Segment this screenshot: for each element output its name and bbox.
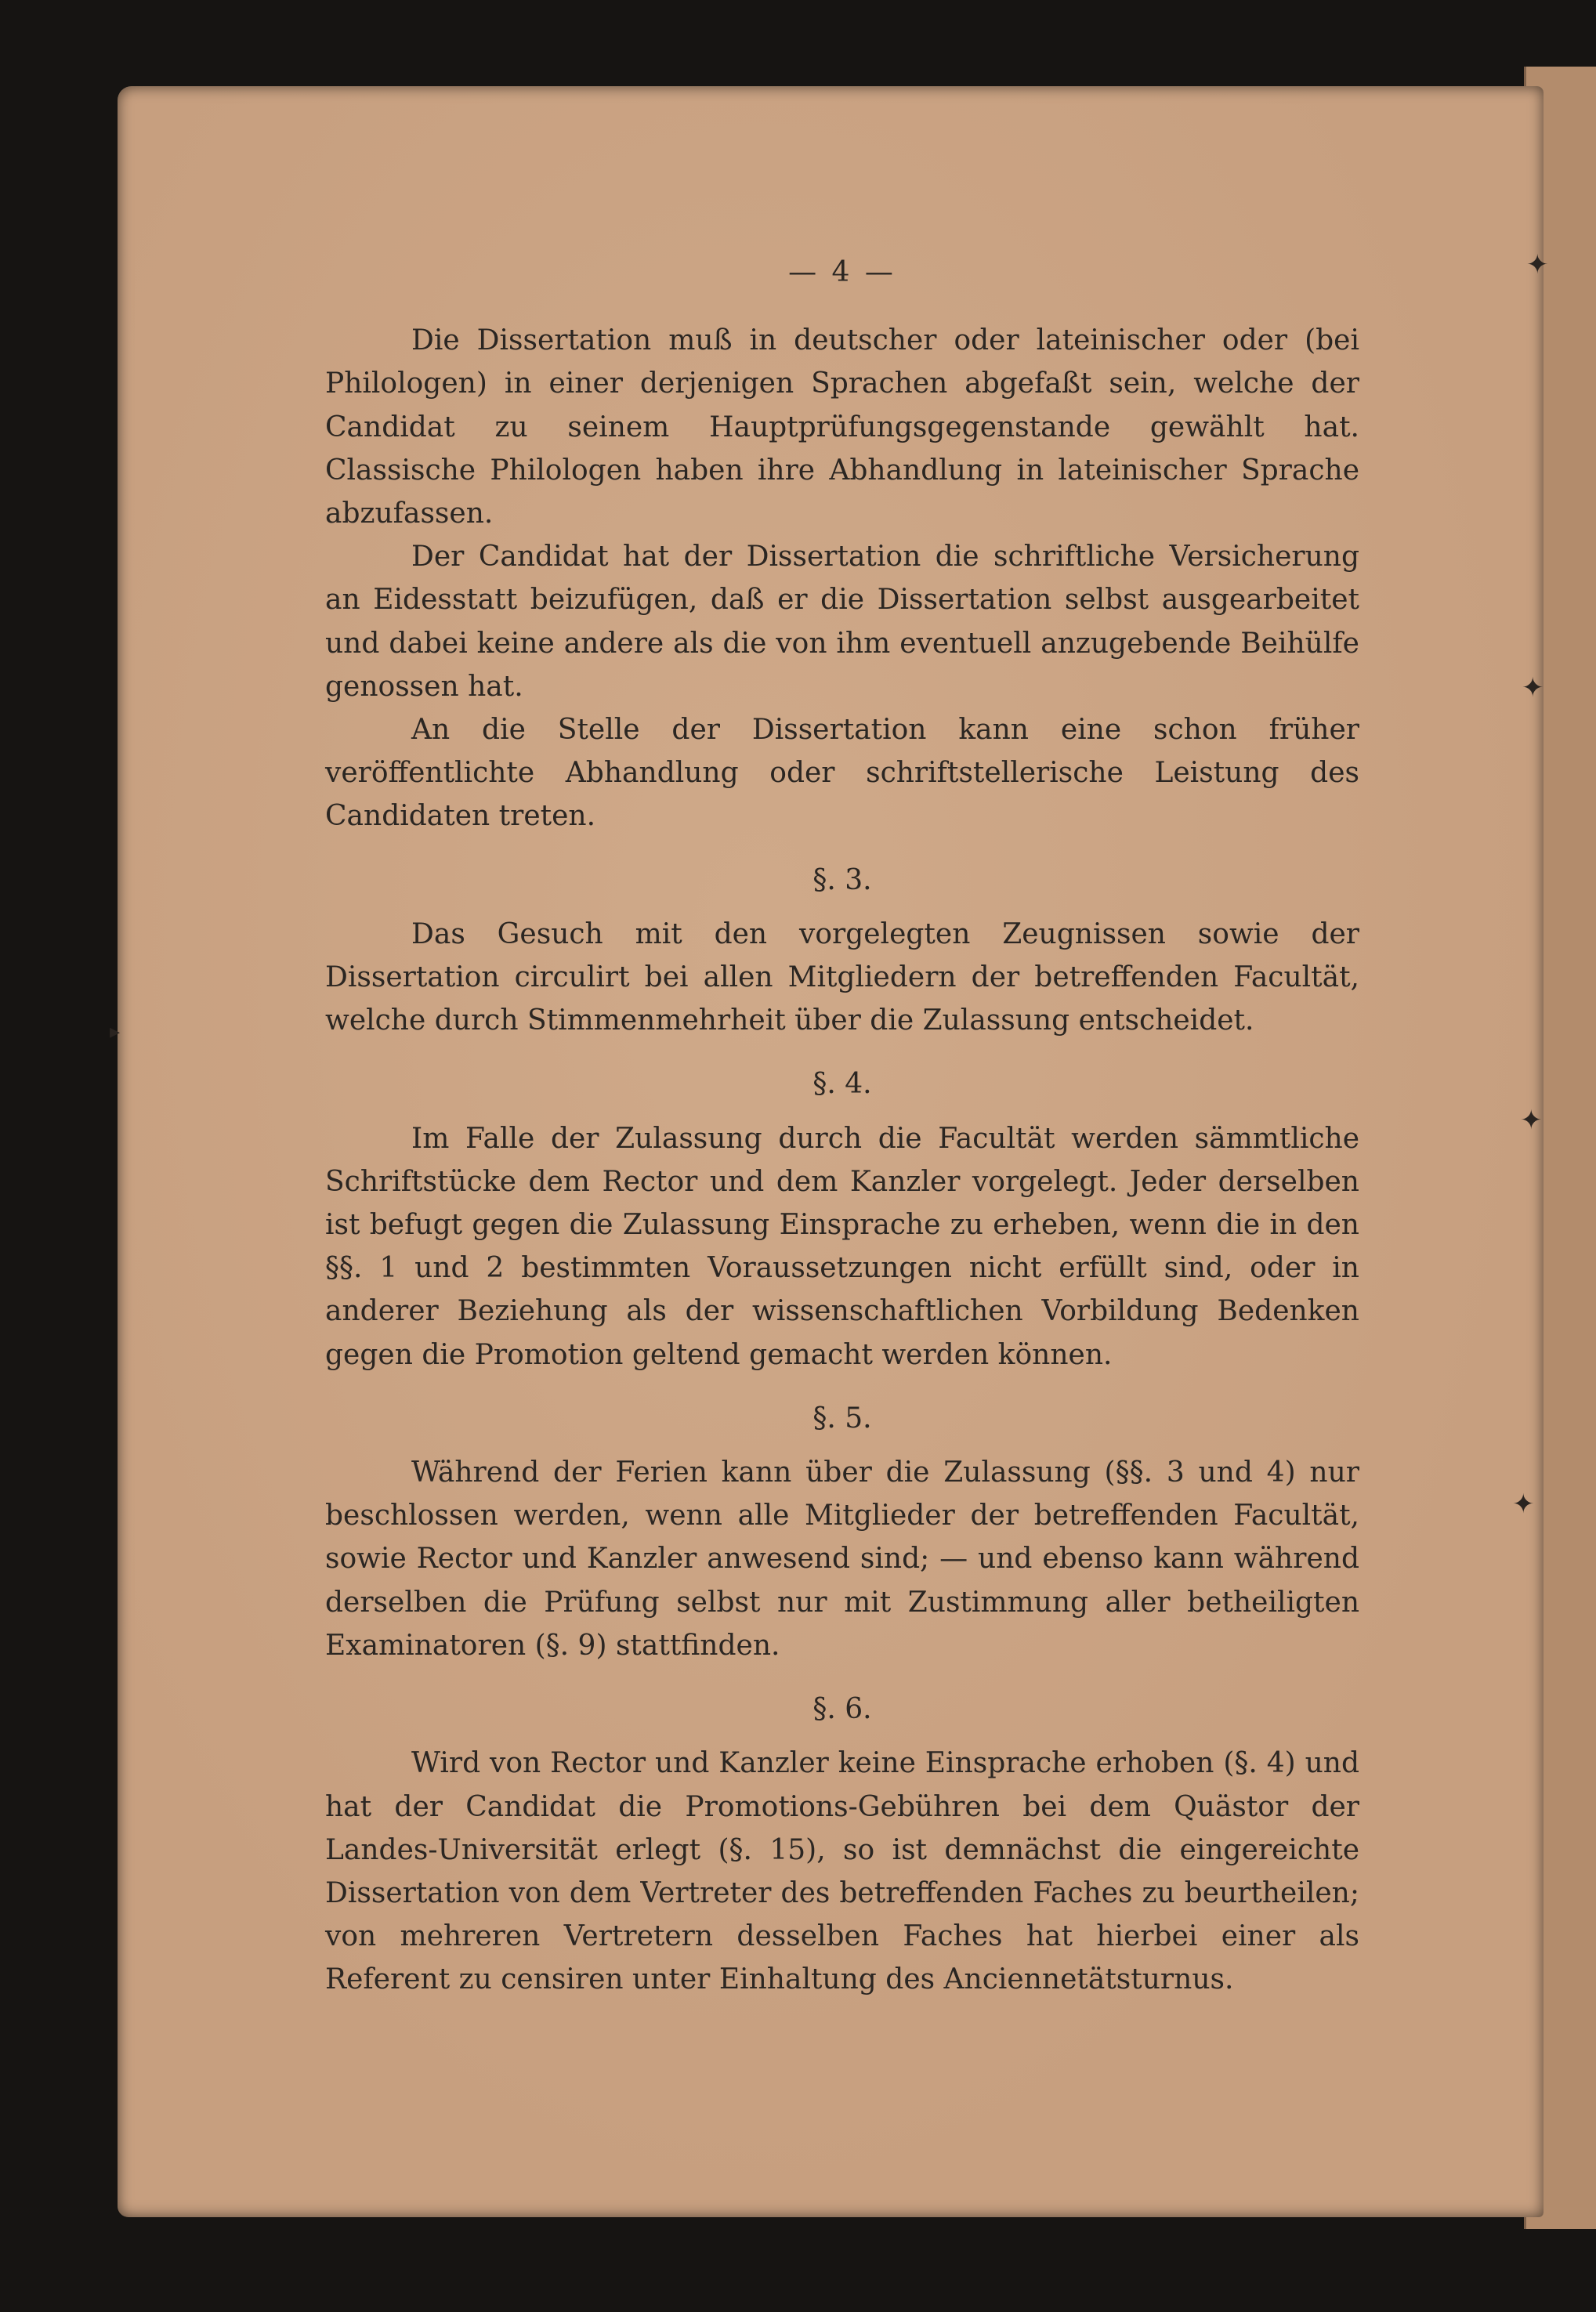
paragraph: Im Falle der Zulassung durch die Facultät werden sämmtliche Schriftstücke dem Rector und dem Kanzler vorgelegt. Jeder derselben ist befugt gegen die Zulassung Einsprache zu erheben, wenn die in den §§. 1 und 2 bestimmten Voraussetzungen nicht erfüllt sind, oder in anderer Beziehung als der wissenschaftlichen Vorbildung Bedenken gegen die Promotion geltend gemacht werden können. — [325, 1122, 1359, 1371]
paragraph: Wird von Rector und Kanzler keine Einsprache erhoben (§. 4) und hat der Candidat die Promotions-Gebühren bei dem Quästor der Landes-Universität erlegt (§. 15), so ist demnächst die eingereichte Dissertation von dem Vertreter des betreffenden Faches zu beurtheilen; von mehreren Vertretern desselben Faches hat hierbei einer als Referent zu censiren unter Einhaltung des Anciennetätsturnus. — [325, 1747, 1359, 1996]
section-4 — [325, 1062, 1359, 1376]
binding-hole-mark: ✦ — [1512, 1489, 1535, 1520]
section-heading: §. 5. — [812, 1402, 872, 1435]
section-heading: §. 6. — [812, 1693, 872, 1726]
paragraph: Das Gesuch mit den vorgelegten Zeugnissen sowie der Dissertation circulirt bei allen Mitgliedern der betreffenden Facultät, welche durch Stimmenmehrheit über die Zulassung entscheidet. — [325, 917, 1359, 1037]
section-6 — [325, 1688, 1359, 2001]
section-5 — [325, 1397, 1359, 1667]
page-text — [325, 251, 1359, 2002]
paragraph: Die Dissertation muß in deutscher oder lateinischer oder (bei Philologen) in einer derjenigen Sprachen abgefaßt sein, welche der Candidat zu seinem Hauptprüfungsgegenstande gewählt hat. Classische Philologen haben ihre Abhandlung in lateinischer Sprache abzufassen. — [325, 324, 1359, 530]
paragraph: Der Candidat hat der Dissertation die schriftliche Versicherung an Eidesstatt beizufügen, daß er die Dissertation selbst ausgearbeitet und dabei keine andere als die von ihm eventuell anzugebende Beihülfe genossen hat. — [325, 541, 1359, 703]
paragraph: Während der Ferien kann über die Zulassung (§§. 3 und 4) nur beschlossen werden, wenn alle Mitglieder der betreffenden Facultät, sowie Rector und Kanzler anwesend sind; — und ebenso kann während derselben die Prüfung selbst nur mit Zustimmung aller betheiligten Examinatoren (§. 9) stattfinden. — [325, 1456, 1359, 1662]
section-heading: §. 3. — [812, 863, 872, 896]
binding-hole-mark: ✦ — [1520, 1105, 1543, 1136]
page-number: — 4 — — [788, 256, 896, 288]
binding-hole-mark: ✦ — [1522, 672, 1544, 704]
binding-hole-mark: ✦ — [1526, 249, 1549, 280]
section-heading: §. 4. — [812, 1068, 872, 1101]
edge-mark: ▸ — [110, 1020, 121, 1044]
section-3 — [325, 859, 1359, 1043]
paragraph: An die Stelle der Dissertation kann eine schon früher veröffentlichte Abhandlung oder schriftstellerische Leistung des Candidaten treten. — [325, 714, 1359, 833]
